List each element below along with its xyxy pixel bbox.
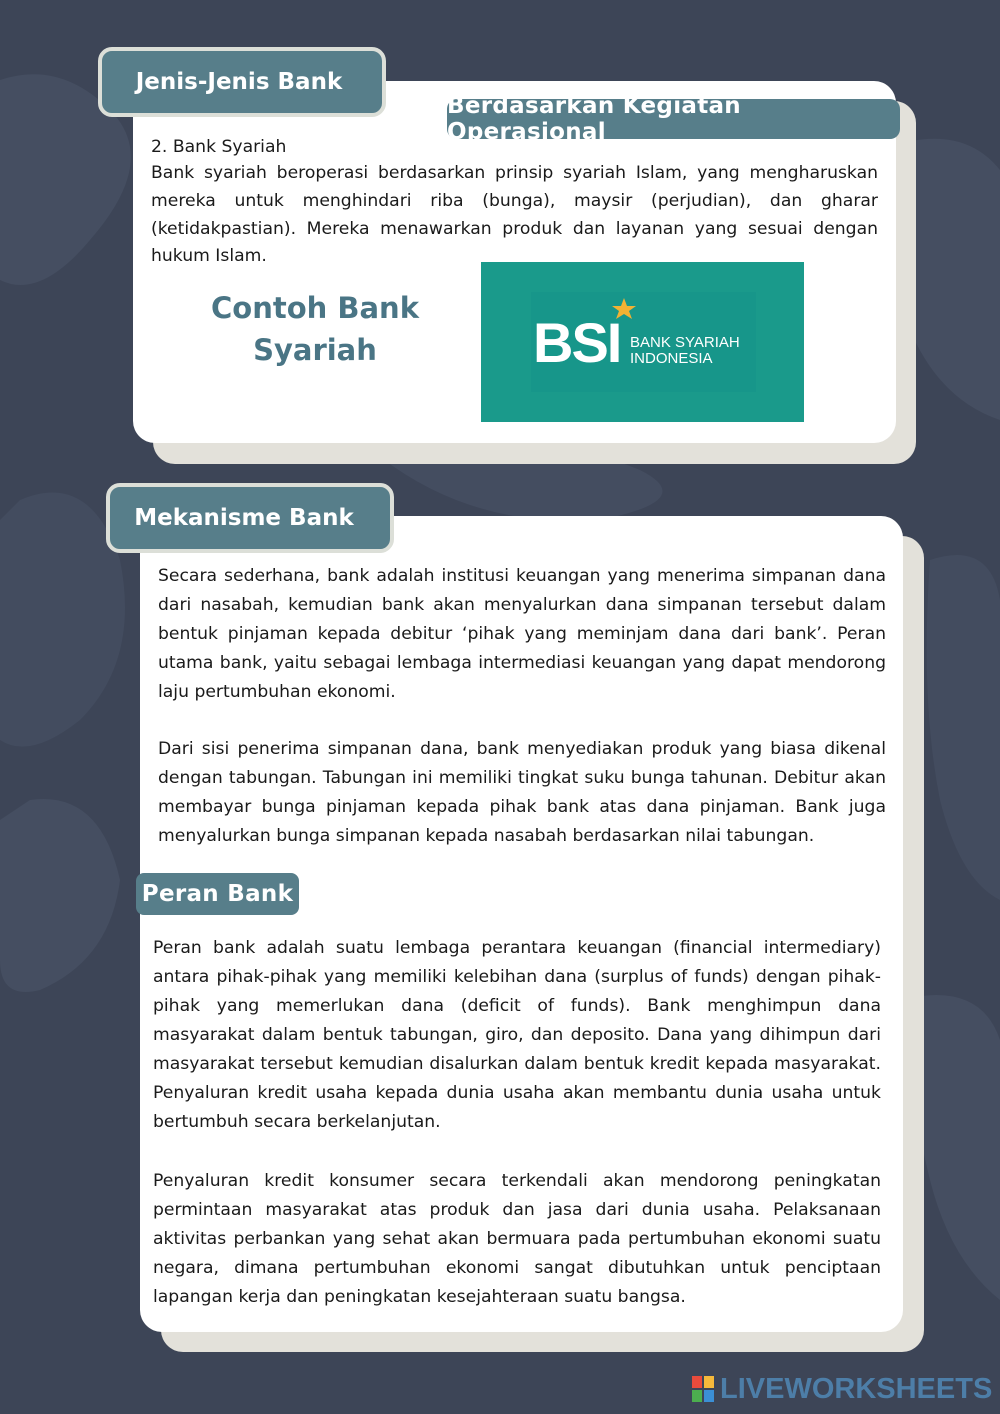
bsi-logo-name-line1: BANK SYARIAH <box>630 334 740 351</box>
bsi-logo <box>481 262 804 422</box>
section1-subheading-label: Berdasarkan Kegiatan Operasional <box>447 93 741 145</box>
liveworksheets-watermark[interactable] <box>692 1374 992 1404</box>
section3-paragraph2: Penyaluran kredit konsumer secara terkendali akan mendorong peningkatan permintaan masyarakat atas produk dan jasa dari dunia usaha. Pelaksanaan aktivitas perbankan yang sehat akan bermuara pada pertumbuhan ekonomi suatu negara, dimana pertumbuhan ekonomi sangat dibutuhkan untuk penciptaan lapangan kerja dan peningkatan kesejahteraan suatu bangsa. <box>153 1171 881 1307</box>
section1-subheading <box>447 93 900 145</box>
bsi-logo-name-line2: INDONESIA <box>630 350 713 367</box>
liveworksheets-icon <box>692 1376 714 1402</box>
section3-paragraph1: Peran bank adalah suatu lembaga perantara keuangan (financial intermediary) antara pihak-pihak yang memiliki kelebihan dana (surplus of funds) dengan pihak-pihak yang memerlukan dana (deficit of funds). Bank menghimpun dana masyarakat dalam bentuk tabungan, giro, dan deposito. Dana yang dihimpun dari masyarakat tersebut kemudian disalurkan dalam bentuk kredit kepada masyarakat. Penyaluran kredit usaha kepada dunia usaha akan membantu dunia usaha untuk bertumbuh secara berkelanjutan. <box>153 938 881 1132</box>
example-label <box>205 287 425 371</box>
section2-paragraph2: Dari sisi penerima simpanan dana, bank menyediakan produk yang biasa dikenal dengan tabungan. Tabungan ini memiliki tingkat suku bunga tahunan. Debitur akan membayar bunga pinjaman kepada pihak bank atas dana pinjaman. Bank juga menyalurkan bunga simpanan kepada nasabah berdasarkan nilai tabungan. <box>158 739 886 846</box>
example-label-line2: Syariah <box>253 333 377 367</box>
section1-tab-label: Jenis-Jenis Bank <box>135 69 343 95</box>
section3-heading-label: Peran Bank <box>141 881 294 907</box>
liveworksheets-text: LIVEWORKSHEETS <box>720 1372 993 1405</box>
section2-tab <box>106 483 394 553</box>
bsi-logo-brand: BSI <box>533 311 621 374</box>
section3-heading <box>136 873 299 915</box>
section1-tab <box>98 47 386 117</box>
section1-item-title: 2. Bank Syariah <box>151 137 287 157</box>
section2-tab-label: Mekanisme Bank <box>134 505 354 531</box>
example-label-line1: Contoh Bank <box>211 291 419 325</box>
bsi-logo-graphic <box>481 262 804 422</box>
section2-paragraph1: Secara sederhana, bank adalah institusi keuangan yang menerima simpanan dana dari nasabah, kemudian bank akan menyalurkan dana simpanan tersebut dalam bentuk pinjaman kepada debitur ‘pihak yang meminjam dana dari bank’. Peran utama bank, yaitu sebagai lembaga intermediasi keuangan yang dapat mendorong laju pertumbuhan ekonomi. <box>158 566 886 702</box>
section1-body: Bank syariah beroperasi berdasarkan prinsip syariah Islam, yang mengharuskan mereka untuk menghindari riba (bunga), maysir (perjudian), dan gharar (ketidakpastian). Mereka menawarkan produk dan layanan yang sesuai dengan hukum Islam. <box>151 163 878 267</box>
